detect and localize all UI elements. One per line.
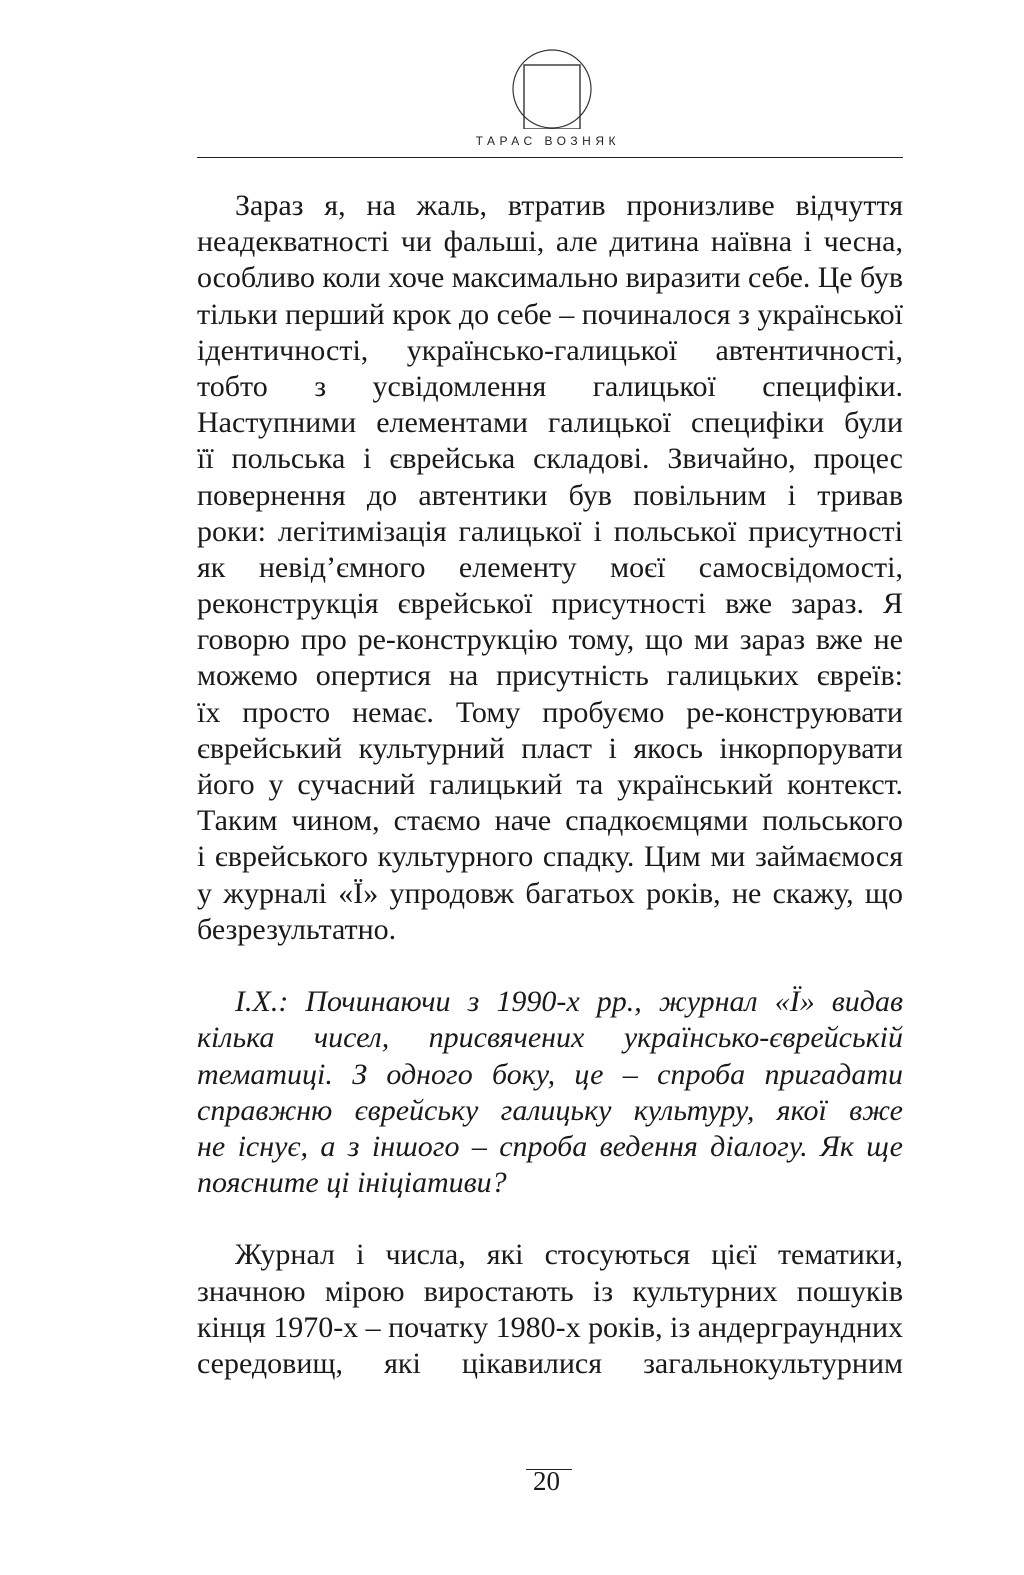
text-line: І.Х.: Починаючи з 1990-х рр., журнал «Ї» видав bbox=[235, 985, 903, 1019]
running-head: ТАРАС ВОЗНЯК bbox=[475, 134, 620, 148]
text-line: можемо опертися на присутність галицьких євреїв: bbox=[197, 659, 903, 693]
text-line: безрезультатно. bbox=[197, 912, 397, 946]
text-line: не існує, а з іншого – спроба ведення діалогу. Як ще bbox=[197, 1129, 903, 1163]
interview-question bbox=[197, 984, 903, 1201]
page-number: 20 bbox=[533, 1466, 560, 1496]
text-line: тобто з усвідомлення галицької специфіки. bbox=[197, 369, 903, 403]
paragraph bbox=[197, 188, 903, 948]
paragraph-gap bbox=[197, 1201, 903, 1237]
text-line: Наступними елементами галицької специфіки були bbox=[197, 406, 903, 440]
text-line: говорю про ре-конструкцію тому, що ми зараз вже не bbox=[197, 623, 903, 657]
text-line: реконструкція єврейської присутності вже зараз. Я bbox=[197, 587, 903, 621]
text-line: кінця 1970-х – початку 1980-х років, із андерграундних bbox=[197, 1310, 903, 1344]
header-divider bbox=[197, 157, 903, 158]
page-body bbox=[197, 188, 903, 1382]
paragraph-gap bbox=[197, 948, 903, 984]
text-line: особливо коли хоче максимально виразити себе. Це був bbox=[197, 261, 903, 295]
text-line: середовищ, які цікавилися загальнокультурним bbox=[197, 1347, 903, 1380]
text-line: Таким чином, стаємо наче спадкоємцями польського bbox=[197, 804, 903, 838]
text-line: Журнал і числа, які стосуються цієї тематики, bbox=[235, 1238, 903, 1272]
text-line: справжню єврейську галицьку культуру, якої вже bbox=[197, 1093, 903, 1127]
text-line: його у сучасний галицький та український контекст. bbox=[197, 768, 903, 801]
text-line: неадекватності чи фальші, але дитина наївна і чесна, bbox=[197, 225, 903, 259]
text-line: кілька чисел, присвячених українсько-єврейській bbox=[197, 1021, 903, 1055]
text-line: ідентичності, українсько-галицької автентичності, bbox=[197, 333, 903, 367]
publisher-logo-icon bbox=[512, 49, 592, 129]
paragraph bbox=[197, 1237, 903, 1382]
text-line: єврейський культурний пласт і якось інкорпорувати bbox=[197, 731, 903, 765]
text-line: її польська і єврейська складові. Звичайно, процес bbox=[197, 442, 903, 476]
text-line: тематиці. З одного боку, це – спроба пригадати bbox=[197, 1057, 903, 1091]
text-line: значною мірою виростають із культурних пошуків bbox=[197, 1274, 903, 1308]
text-line: Зараз я, на жаль, втратив пронизливе відчуття bbox=[235, 189, 903, 222]
text-line: як невід’ємного елементу моєї самосвідомості, bbox=[197, 550, 903, 584]
text-line: і єврейського культурного спадку. Цим ми займаємося bbox=[197, 840, 903, 874]
text-line: роки: легітимізація галицької і польської присутності bbox=[197, 514, 903, 548]
text-line: тільки перший крок до себе – починалося з української bbox=[197, 297, 903, 331]
text-line: повернення до автентики був повільним і тривав bbox=[197, 478, 903, 512]
text-line: поясните ці ініціативи? bbox=[197, 1166, 507, 1200]
text-line: у журналі «Ї» упродовж багатьох років, не скажу, що bbox=[197, 876, 903, 910]
text-line: їх просто немає. Тому пробуємо ре-конструювати bbox=[197, 695, 903, 729]
